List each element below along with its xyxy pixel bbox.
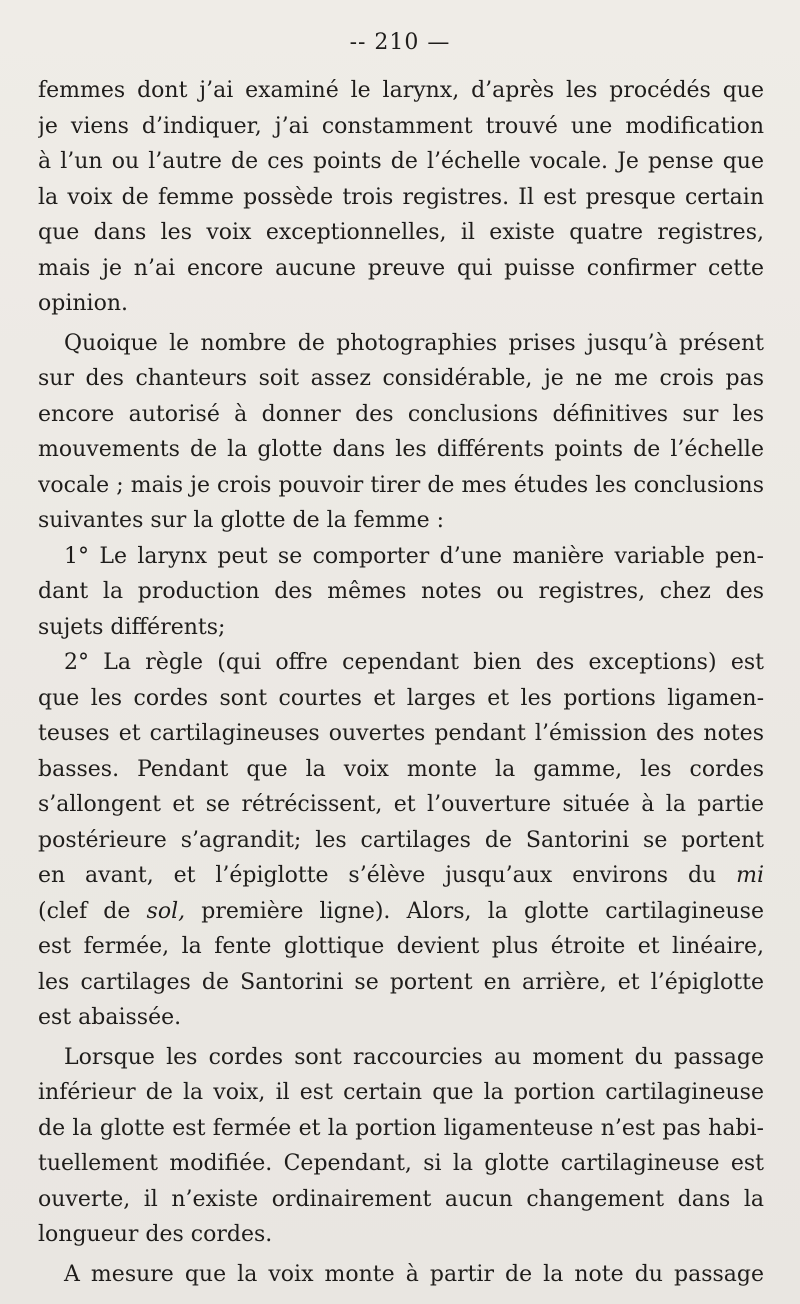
text-segment: (clef de	[38, 898, 131, 924]
body-text	[38, 73, 764, 1292]
text-line: tuellement modifiée. Cependant, si la glotte cartilagineuse est	[38, 1151, 764, 1176]
text-line: opinion.	[38, 291, 128, 316]
text-line: que dans les voix exceptionnelles, il existe quatre registres,	[38, 220, 764, 245]
text-line: mais je n’ai encore aucune preuve qui puisse confirmer cette	[38, 255, 764, 281]
text-line: basses. Pendant que la voix monte la gamme, les cordes	[38, 756, 764, 782]
text-line: est fermée, la fente glottique devient plus étroite et linéaire,	[38, 934, 764, 959]
text-line: à l’un ou l’autre de ces points de l’échelle vocale. Je pense que	[38, 149, 764, 174]
text-segment: en avant, et l’épiglotte s’élève jusqu’aux environs du	[38, 863, 717, 888]
text-line: suivantes sur la glotte de la femme :	[38, 508, 445, 533]
text-line: s’allongent et se rétrécissent, et l’ouverture située à la partie	[38, 792, 764, 817]
text-line: A mesure que la voix monte à partir de la note du passage	[64, 1261, 764, 1287]
text-line: teuses et cartilagineuses ouvertes pendant l’émission des notes	[38, 721, 764, 746]
text-line: est abaissée.	[38, 1005, 182, 1030]
text-line	[38, 894, 764, 930]
italic-word-sol: sol,	[146, 898, 186, 924]
text-line: longueur des cordes.	[38, 1222, 273, 1247]
text-line: que les cordes sont courtes et larges et les portions ligamen-	[38, 685, 764, 711]
text-line: Lorsque les cordes sont raccourcies au moment du passage	[64, 1044, 764, 1070]
text-line: 2° La règle (qui offre cependant bien des exceptions) est	[64, 650, 764, 675]
text-line: femmes dont j’ai examiné le larynx, d’après les procédés que	[38, 78, 764, 103]
text-line: dant la production des mêmes notes ou registres, chez des	[38, 579, 764, 604]
text-line: je viens d’indiquer, j’ai constamment trouvé une modification	[38, 113, 764, 139]
italic-word-mi: mi	[736, 863, 764, 888]
text-line	[38, 858, 764, 894]
text-line: Quoique le nombre de photographies prises jusqu’à présent	[64, 330, 764, 356]
text-segment: première ligne). Alors, la glotte cartilagineuse	[201, 898, 764, 924]
text-line: postérieure s’agrandit; les cartilages de Santorini se portent	[38, 827, 764, 853]
text-line: 1° Le larynx peut se comporter d’une manière variable pen-	[64, 543, 764, 569]
text-line: la voix de femme possède trois registres. Il est presque certain	[38, 184, 764, 210]
page-number: -- 210 —	[349, 30, 451, 55]
text-line: de la glotte est fermée et la portion ligamenteuse n’est pas habi-	[38, 1115, 764, 1141]
text-line: les cartilages de Santorini se portent en arrière, et l’épiglotte	[38, 969, 764, 995]
text-line: encore autorisé à donner des conclusions définitives sur les	[38, 401, 764, 427]
text-line: mouvements de la glotte dans les différents points de l’échelle	[38, 437, 764, 462]
text-line: sur des chanteurs soit assez considérable, je ne me crois pas	[38, 366, 764, 391]
text-line: sujets différents;	[38, 614, 226, 640]
text-line: inférieur de la voix, il est certain que la portion cartilagineuse	[38, 1080, 764, 1105]
text-line: ouverte, il n’existe ordinairement aucun changement dans la	[38, 1186, 764, 1212]
text-line: vocale ; mais je crois pouvoir tirer de mes études les conclusions	[38, 472, 764, 498]
